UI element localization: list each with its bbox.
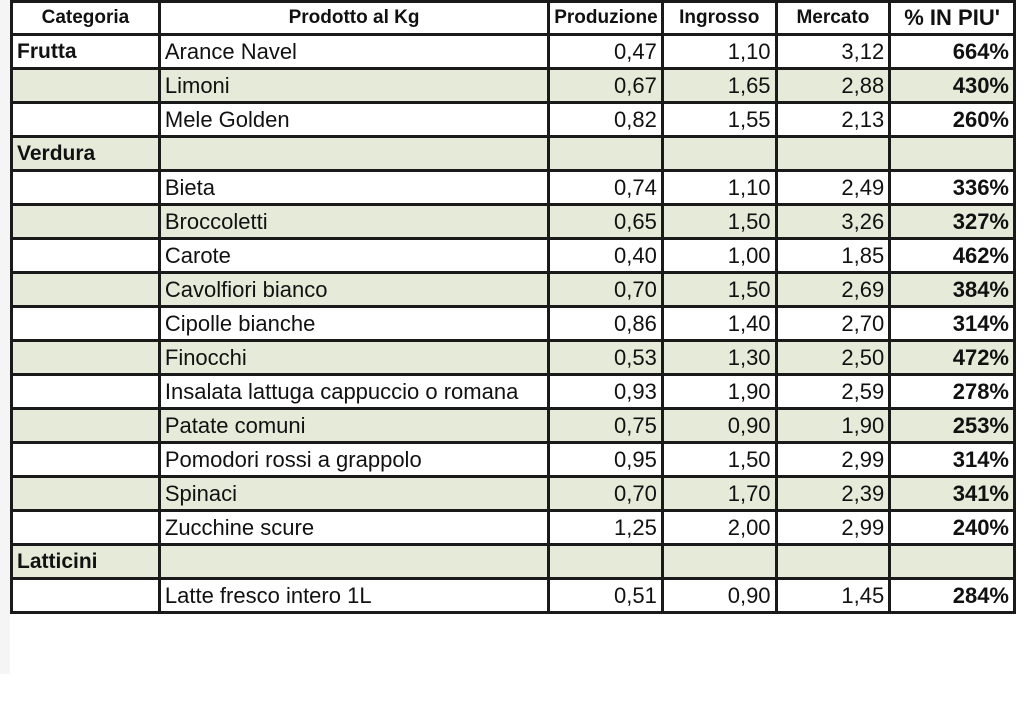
cell-percentuale[interactable]: 462% (890, 239, 1015, 273)
cell-percentuale[interactable]: 314% (890, 307, 1015, 341)
cell-product[interactable]: Spinaci (159, 477, 548, 511)
cell-percentuale[interactable]: 278% (890, 375, 1015, 409)
cell-category[interactable] (12, 307, 160, 341)
cell-product[interactable]: Latte fresco intero 1L (159, 579, 548, 613)
cell-ingrosso[interactable]: 1,00 (662, 239, 776, 273)
cell-produzione[interactable]: 0,40 (549, 239, 663, 273)
cell-product[interactable]: Patate comuni (159, 409, 548, 443)
cell-mercato[interactable]: 2,13 (776, 103, 890, 137)
cell-product[interactable]: Zucchine scure (159, 511, 548, 545)
cell-produzione[interactable]: 0,74 (549, 171, 663, 205)
cell-mercato[interactable] (776, 137, 890, 171)
cell-ingrosso[interactable]: 0,90 (662, 579, 776, 613)
cell-mercato[interactable] (776, 545, 890, 579)
cell-produzione[interactable]: 0,47 (549, 35, 663, 69)
cell-ingrosso[interactable]: 1,65 (662, 69, 776, 103)
cell-product[interactable]: Cavolfiori bianco (159, 273, 548, 307)
cell-product[interactable]: Insalata lattuga cappuccio o romana (159, 375, 548, 409)
cell-produzione[interactable]: 0,70 (549, 477, 663, 511)
cell-produzione[interactable] (549, 137, 663, 171)
cell-produzione[interactable]: 0,82 (549, 103, 663, 137)
cell-category[interactable]: Frutta (12, 35, 160, 69)
cell-produzione[interactable]: 1,25 (549, 511, 663, 545)
header-prodotto[interactable]: Prodotto al Kg (159, 2, 548, 35)
table-row (12, 341, 1015, 375)
cell-category[interactable] (12, 239, 160, 273)
table-row (12, 545, 1015, 579)
cell-mercato[interactable]: 3,26 (776, 205, 890, 239)
cell-product[interactable]: Pomodori rossi a grappolo (159, 443, 548, 477)
table-row (12, 477, 1015, 511)
cell-produzione[interactable]: 0,51 (549, 579, 663, 613)
table-row (12, 35, 1015, 69)
cell-mercato[interactable]: 1,85 (776, 239, 890, 273)
spreadsheet (10, 0, 1024, 674)
cell-product[interactable]: Finocchi (159, 341, 548, 375)
cell-product[interactable]: Broccoletti (159, 205, 548, 239)
cell-category[interactable] (12, 69, 160, 103)
cell-ingrosso[interactable]: 1,70 (662, 477, 776, 511)
cell-product[interactable]: Carote (159, 239, 548, 273)
cell-percentuale[interactable]: 472% (890, 341, 1015, 375)
cell-category[interactable] (12, 171, 160, 205)
cell-mercato[interactable]: 1,45 (776, 579, 890, 613)
cell-category[interactable] (12, 205, 160, 239)
cell-category[interactable]: Latticini (12, 545, 160, 579)
cell-ingrosso[interactable]: 2,00 (662, 511, 776, 545)
cell-produzione[interactable]: 0,67 (549, 69, 663, 103)
price-table (10, 0, 1016, 614)
header-row (12, 2, 1015, 35)
cell-mercato[interactable]: 3,12 (776, 35, 890, 69)
cell-mercato[interactable]: 2,50 (776, 341, 890, 375)
cell-product[interactable] (159, 137, 548, 171)
cell-mercato[interactable]: 2,70 (776, 307, 890, 341)
cell-percentuale[interactable]: 336% (890, 171, 1015, 205)
cell-ingrosso[interactable]: 1,40 (662, 307, 776, 341)
cell-ingrosso[interactable] (662, 545, 776, 579)
sheet-footer-area (0, 674, 1024, 708)
header-percentuale[interactable]: % IN PIU' (890, 2, 1015, 35)
cell-ingrosso[interactable]: 1,55 (662, 103, 776, 137)
cell-category[interactable] (12, 341, 160, 375)
cell-ingrosso[interactable]: 1,10 (662, 35, 776, 69)
cell-produzione[interactable] (549, 545, 663, 579)
cell-product[interactable] (159, 545, 548, 579)
cell-ingrosso[interactable]: 1,30 (662, 341, 776, 375)
cell-percentuale[interactable]: 284% (890, 579, 1015, 613)
cell-product[interactable]: Limoni (159, 69, 548, 103)
table-row (12, 239, 1015, 273)
cell-category[interactable]: Verdura (12, 137, 160, 171)
cell-percentuale[interactable]: 260% (890, 103, 1015, 137)
cell-category[interactable] (12, 579, 160, 613)
cell-produzione[interactable]: 0,70 (549, 273, 663, 307)
cell-product[interactable]: Arance Navel (159, 35, 548, 69)
cell-mercato[interactable]: 1,90 (776, 409, 890, 443)
cell-percentuale[interactable]: 341% (890, 477, 1015, 511)
cell-ingrosso[interactable] (662, 137, 776, 171)
header-ingrosso[interactable]: Ingrosso (662, 2, 776, 35)
cell-produzione[interactable]: 0,86 (549, 307, 663, 341)
table-row (12, 205, 1015, 239)
header-mercato[interactable]: Mercato (776, 2, 890, 35)
table-row (12, 409, 1015, 443)
cell-ingrosso[interactable]: 1,10 (662, 171, 776, 205)
cell-ingrosso[interactable]: 1,50 (662, 273, 776, 307)
cell-category[interactable] (12, 511, 160, 545)
table-row (12, 103, 1015, 137)
cell-mercato[interactable]: 2,59 (776, 375, 890, 409)
cell-mercato[interactable]: 2,88 (776, 69, 890, 103)
cell-category[interactable] (12, 103, 160, 137)
table-row (12, 375, 1015, 409)
table-row (12, 443, 1015, 477)
cell-percentuale[interactable]: 253% (890, 409, 1015, 443)
cell-produzione[interactable]: 0,95 (549, 443, 663, 477)
cell-mercato[interactable]: 2,69 (776, 273, 890, 307)
cell-ingrosso[interactable]: 0,90 (662, 409, 776, 443)
cell-percentuale[interactable]: 240% (890, 511, 1015, 545)
cell-mercato[interactable]: 2,99 (776, 443, 890, 477)
cell-product[interactable]: Mele Golden (159, 103, 548, 137)
table-row (12, 137, 1015, 171)
table-row (12, 511, 1015, 545)
cell-percentuale[interactable]: 327% (890, 205, 1015, 239)
header-categoria[interactable]: Categoria (12, 2, 160, 35)
cell-percentuale[interactable]: 384% (890, 273, 1015, 307)
left-gutter (0, 0, 10, 708)
cell-percentuale[interactable]: 664% (890, 35, 1015, 69)
cell-ingrosso[interactable]: 1,90 (662, 375, 776, 409)
cell-category[interactable] (12, 375, 160, 409)
cell-category[interactable] (12, 273, 160, 307)
cell-percentuale[interactable] (890, 137, 1015, 171)
cell-produzione[interactable]: 0,65 (549, 205, 663, 239)
table-row (12, 307, 1015, 341)
cell-ingrosso[interactable]: 1,50 (662, 443, 776, 477)
cell-percentuale[interactable]: 314% (890, 443, 1015, 477)
cell-produzione[interactable]: 0,53 (549, 341, 663, 375)
cell-product[interactable]: Bieta (159, 171, 548, 205)
table-row (12, 171, 1015, 205)
header-produzione[interactable]: Produzione (549, 2, 663, 35)
cell-mercato[interactable]: 2,49 (776, 171, 890, 205)
cell-category[interactable] (12, 477, 160, 511)
cell-product[interactable]: Cipolle bianche (159, 307, 548, 341)
table-row (12, 273, 1015, 307)
cell-category[interactable] (12, 443, 160, 477)
cell-percentuale[interactable]: 430% (890, 69, 1015, 103)
cell-ingrosso[interactable]: 1,50 (662, 205, 776, 239)
cell-produzione[interactable]: 0,93 (549, 375, 663, 409)
table-row (12, 579, 1015, 613)
cell-percentuale[interactable] (890, 545, 1015, 579)
cell-category[interactable] (12, 409, 160, 443)
table-row (12, 69, 1015, 103)
cell-produzione[interactable]: 0,75 (549, 409, 663, 443)
cell-mercato[interactable]: 2,39 (776, 477, 890, 511)
cell-mercato[interactable]: 2,99 (776, 511, 890, 545)
